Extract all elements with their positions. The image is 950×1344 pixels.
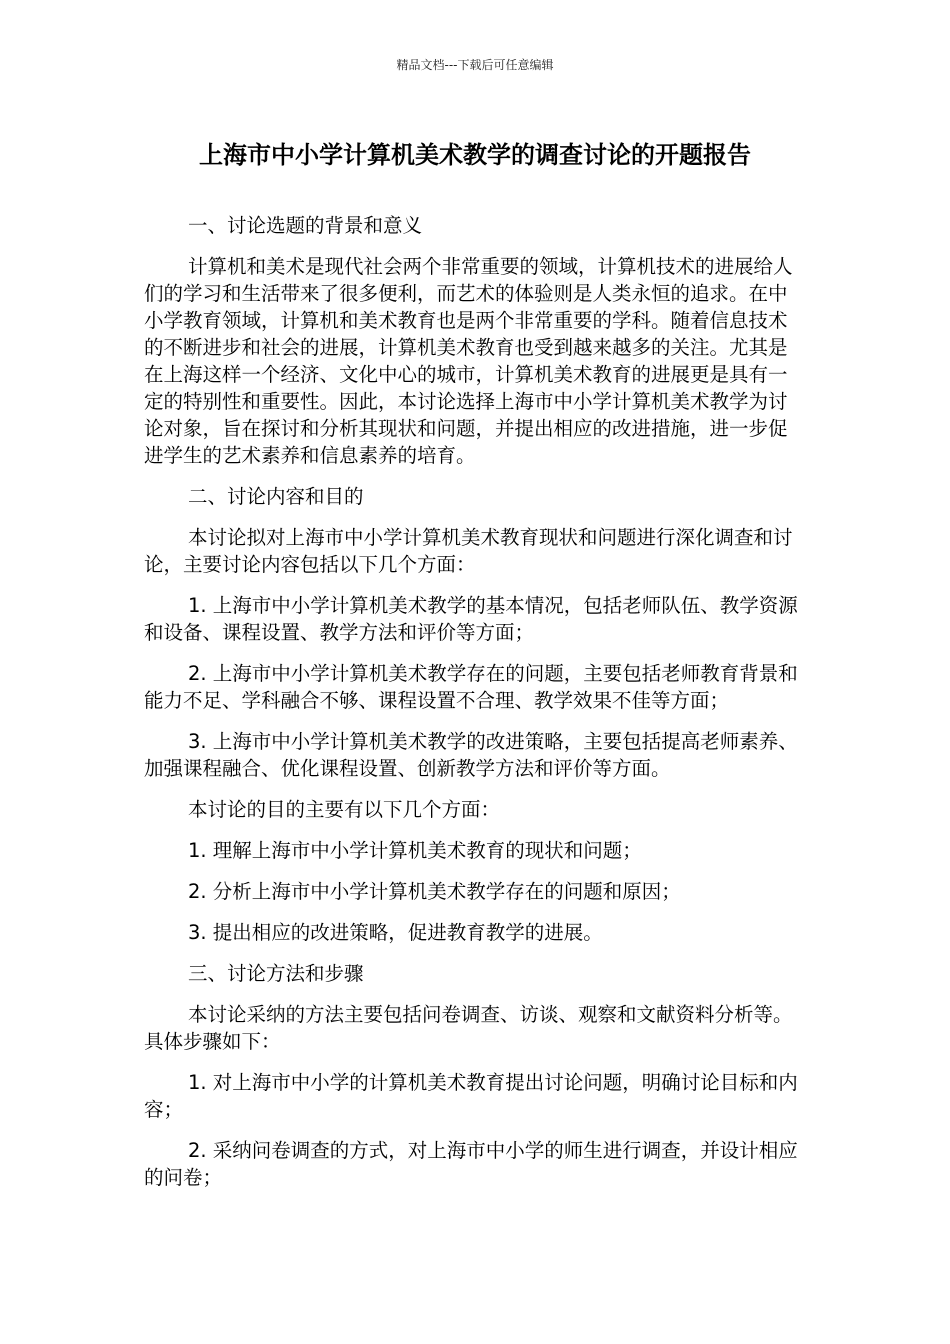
- section-heading-method: 三、讨论方法和步骤: [188, 962, 364, 985]
- list-item-purpose-1: 1. 理解上海市中小学计算机美术教育的现状和问题；: [188, 839, 642, 862]
- header-note: 精品文档---下载后可任意编辑: [396, 58, 554, 72]
- paragraph-method-intro: 本讨论采纳的方法主要包括问卷调查、访谈、观察和文献资料分析等。具体步骤如下：: [144, 1003, 793, 1053]
- list-item-step-1: 1. 对上海市中小学的计算机美术教育提出讨论问题，明确讨论目标和内容；: [144, 1071, 798, 1121]
- list-item-content-2: 2. 上海市中小学计算机美术教学存在的问题，主要包括老师教育背景和能力不足、学科融合不够、课程设置不合理、教学效果不佳等方面；: [144, 662, 798, 712]
- list-item-purpose-2: 2. 分析上海市中小学计算机美术教学存在的问题和原因；: [188, 880, 681, 903]
- paragraph-background: 计算机和美术是现代社会两个非常重要的领域，计算机技术的进展给人们的学习和生活带来了很多便利，而艺术的体验则是人类永恒的追求。在中小学教育领域，计算机和美术教育也是两个非常重要的学科。随着信息技术的不断进步和社会的进展，计算机美术教育也受到越来越多的关注。尤其是在上海这样一个经济、文化中心的城市，计算机美术教育的进展更是具有一定的特别性和重要性。因此，本讨论选择上海市中小学计算机美术教学为讨论对象，旨在探讨和分析其现状和问题，并提出相应的改进措施，进一步促进学生的艺术素养和信息素养的培育。: [144, 255, 793, 467]
- paragraph-content-intro: 本讨论拟对上海市中小学计算机美术教育现状和问题进行深化调查和讨论，主要讨论内容包括以下几个方面：: [144, 526, 793, 576]
- list-item-content-1: 1. 上海市中小学计算机美术教学的基本情况，包括老师队伍、教学资源和设备、课程设置、教学方法和评价等方面；: [144, 594, 798, 644]
- document-title: 上海市中小学计算机美术教学的调查讨论的开题报告: [199, 141, 751, 169]
- section-heading-content: 二、讨论内容和目的: [188, 485, 364, 508]
- list-item-purpose-3: 3. 提出相应的改进策略，促进教育教学的进展。: [188, 921, 603, 944]
- paragraph-purpose-intro: 本讨论的目的主要有以下几个方面：: [188, 798, 501, 821]
- list-item-content-3: 3. 上海市中小学计算机美术教学的改进策略，主要包括提高老师素养、加强课程融合、优化课程设置、创新教学方法和评价等方面。: [144, 730, 798, 780]
- section-heading-background: 一、讨论选题的背景和意义: [188, 214, 423, 237]
- document-body: [144, 212, 800, 1205]
- list-item-step-2: 2. 采纳问卷调查的方式，对上海市中小学的师生进行调查，并设计相应的问卷；: [144, 1139, 798, 1189]
